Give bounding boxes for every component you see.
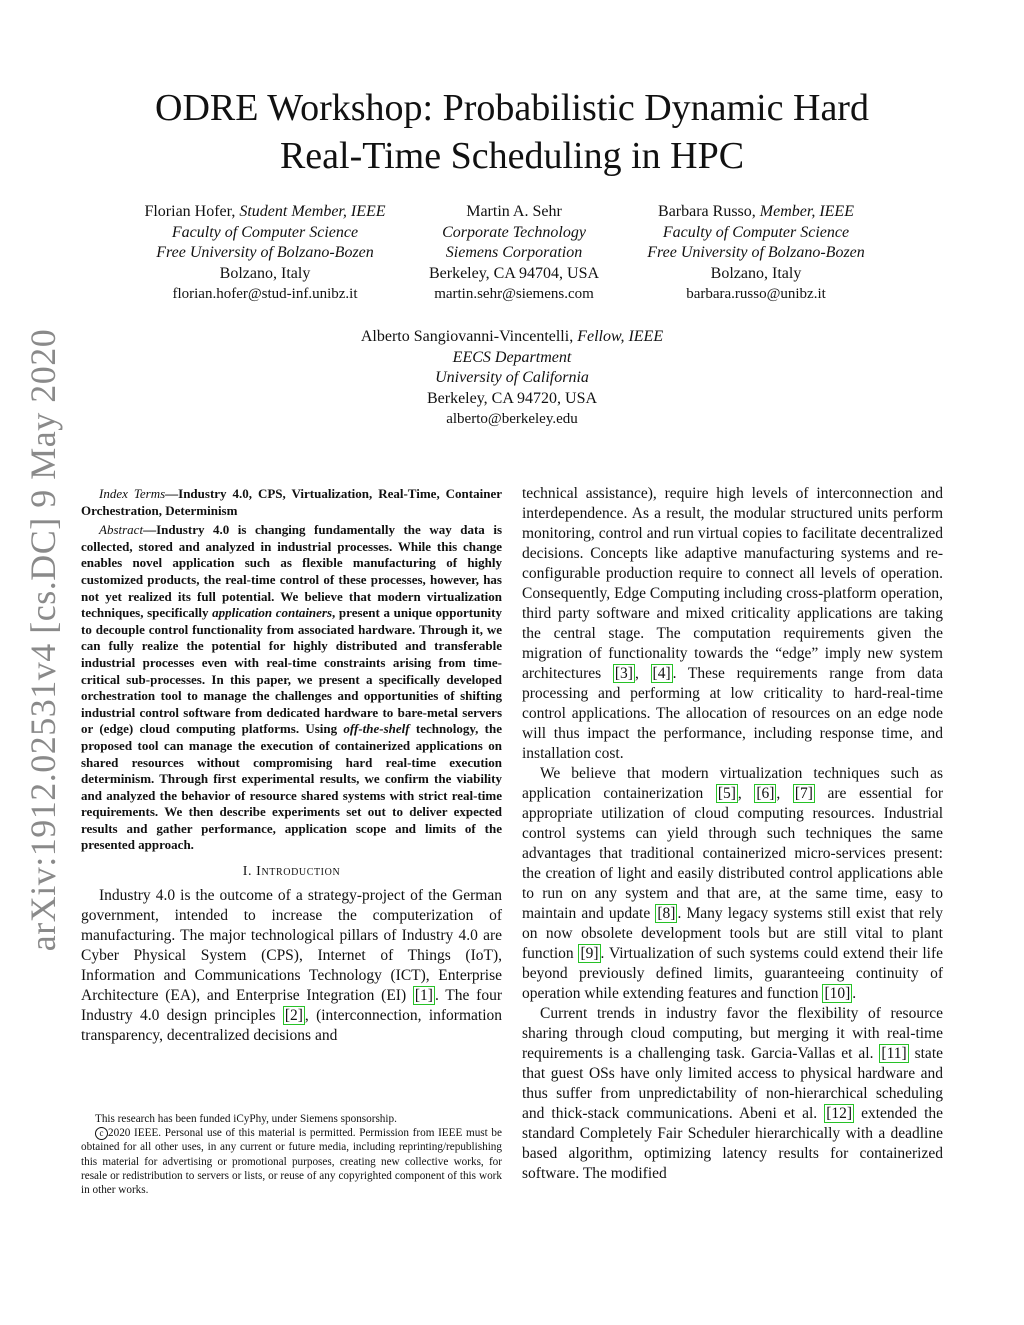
paragraph-text: , — [737, 785, 755, 802]
citation-link[interactable]: [10] — [824, 985, 851, 1002]
body-paragraph — [522, 1004, 943, 1184]
index-terms — [81, 486, 502, 519]
author-email[interactable]: martin.sehr@siemens.com — [434, 286, 594, 302]
paragraph-text: , — [776, 785, 793, 802]
copyright-note — [81, 1126, 502, 1197]
author-organization: University of California — [435, 369, 589, 386]
author-department: EECS Department — [452, 348, 572, 366]
paragraph-text: . The four Industry 4.0 design principles — [81, 987, 502, 1025]
copyright-text: 2020 IEEE. Personal use of this material is permitted. Permission from IEEE must be obtained for all other uses, in any current or future media, including reprinting/republishing this material for advertising or promotional purposes, creating new collective works, for resale or redistribution to servers or lists, or reuse of any copyrighted component of this work in other works. — [81, 1127, 502, 1197]
citation-link[interactable]: [7] — [794, 785, 813, 802]
author-name-line — [636, 202, 876, 223]
citation-link[interactable]: [5] — [717, 785, 736, 802]
abstract-emphasis: off-the-shelf — [343, 721, 410, 737]
author-name-line — [424, 202, 604, 223]
paragraph-text: state that guest OSs have only limited access to physical hardware and thus suffer from unpredictability of non-hierarchical scheduling and thick-stack communications. Abeni et al. — [522, 1045, 944, 1122]
copyright-symbol: c — [95, 1127, 108, 1140]
paragraph-text: Current trends in industry favor the flexibility of resource sharing through cloud computing, but merging it with real-time requirements is a challenging task. Garcia-Vallas et al. — [522, 1005, 943, 1062]
body-paragraph — [522, 764, 943, 1004]
author-name-line — [112, 202, 418, 223]
author-department: Faculty of Computer Science — [662, 223, 850, 241]
paragraph-text: . Many legacy systems still exist that rely on now obsolete development tools but are still vital to plant function — [522, 905, 943, 962]
citation-link[interactable]: [11] — [881, 1045, 907, 1062]
paper-title — [90, 84, 934, 180]
intro-paragraph — [81, 886, 502, 1046]
abstract — [81, 522, 502, 854]
author-block-sehr — [424, 202, 604, 305]
left-column — [81, 486, 502, 1046]
citation-link[interactable]: [6] — [756, 785, 775, 802]
author-organization: Free University of Bolzano-Bozen — [647, 244, 865, 261]
abstract-label: Abstract — [99, 522, 144, 538]
author-name: Barbara Russo, — [658, 203, 756, 220]
abstract-text: technology, the proposed tool can manage the execution of containerized applications on shared resources without compromising hard real-time execution determinism. Through first experimental results, we confirm the viability and analyzed the behavior of resource shared systems with strict real-time requirements. We then describe experiments set out to deliver expected results and gather performance, application scope and limits of the presented approach. — [81, 721, 502, 853]
author-location: Berkeley, CA 94720, USA — [426, 389, 598, 407]
abstract-emphasis: application containers — [212, 605, 333, 621]
author-email[interactable]: florian.hofer@stud-inf.unibz.it — [172, 286, 358, 302]
author-block-sangiovanni — [312, 327, 712, 430]
paragraph-text: . Virtualization of such systems could extend their life beyond previously defined limits, guaranteeing continuity of operation while extending features and function — [522, 945, 944, 1002]
paragraph-text: extended the standard Completely Fair Scheduler hierarchically with a deadline based algorithm, optimizing latency results for containerized software. The modified — [522, 1105, 944, 1182]
paragraph-text: We believe that modern virtualization techniques such as application containerization — [522, 765, 943, 802]
paragraph-text: technical assistance), require high levels of interconnection and interdependence. As a result, the modular structured units perform monitoring, control and run virtual copies to facilitate decentralized decisions. Concepts like adaptive manufacturing systems and re-configurable production require to connect all levels of operation. Consequently, Edge Computing including cross-platform operation, third party software and mixed criticality applications are taking the central stage. The computation requirements given the migration of functionality towards the “edge” imply new system architectures — [522, 485, 943, 682]
citation-link[interactable]: [2] — [284, 1007, 303, 1025]
citation-link[interactable]: [8] — [657, 905, 676, 922]
citation-link[interactable]: [12] — [826, 1105, 853, 1122]
abstract-text: , present a unique opportunity to decouple control functionality from associated hardware. Through it, we can fully realize the potential for highly distributed and transferable industrial processes even with real-time constraints arising from time-critical sub-processes. In this paper, we present a specifically developed orchestration tool to manage the challenges and opportunities of shifting industrial control software from dedicated hardware to bare-metal servers or (edge) cloud computing platforms. Using — [81, 605, 502, 737]
author-name: Martin A. Sehr — [466, 203, 562, 220]
paragraph-text: . — [852, 985, 857, 1002]
paragraph-text: . These requirements range from data processing and performing at low criticality to hard-real-time control applications. The allocation of resources on an edge node will thus impact the performance, including response time, and installation cost. — [522, 665, 943, 762]
index-terms-text: —Industry 4.0, CPS, Virtualization, Real-Time, Container Orchestration, Determinism — [81, 486, 502, 518]
paragraph-text: , (interconnection, information transparency, decentralized decisions and — [81, 1007, 502, 1045]
author-name-line — [312, 327, 712, 348]
abstract-text: —Industry 4.0 is changing fundamentally the way data is collected, stored and analyzed in industrial processes. While this change enables novel application such as flexible manufacturing of highly customized products, the real-time control of these processes, however, has not yet realized its full potential. We believe that modern virtualization techniques, specifically — [81, 522, 502, 621]
author-name: Alberto Sangiovanni-Vincentelli, — [360, 328, 574, 345]
arxiv-identifier[interactable]: arXiv:1912.02531v4 [cs.DC] 9 May 2020 — [23, 328, 63, 952]
author-role: Member, IEEE — [759, 203, 854, 220]
funding-note: This research has been funded iCyPhy, under Siemens sponsorship. — [95, 1113, 397, 1125]
author-location: Bolzano, Italy — [219, 264, 311, 282]
citation-link[interactable]: [9] — [580, 945, 599, 962]
index-terms-label: Index Terms — [99, 486, 166, 501]
footnote — [81, 1112, 502, 1197]
citation-link[interactable]: [4] — [652, 665, 671, 682]
paragraph-text: are essential for appropriate utilization of cloud computing resources. Industrial control systems can yield through such techniques the same advantages that traditional containerized micro-services present: the creation of light and easily distributed control applications able to run on any system and that are, at the same time, easy to maintain and update — [522, 785, 943, 922]
author-name: Florian Hofer, — [144, 203, 236, 220]
right-column — [522, 484, 943, 1184]
title-line-1: ODRE Workshop: Probabilistic Dynamic Hard — [155, 87, 869, 129]
author-department: Faculty of Computer Science — [171, 223, 359, 241]
body-paragraph — [522, 484, 943, 764]
author-role: Student Member, IEEE — [239, 203, 386, 220]
citation-link[interactable]: [1] — [414, 987, 433, 1005]
author-email[interactable]: alberto@berkeley.edu — [446, 411, 578, 427]
paragraph-text: , — [634, 665, 651, 682]
paragraph-text: Industry 4.0 is the outcome of a strategy-project of the German government, intended to increase the computerization of manufacturing. The major technological pillars of Industry 4.0 are Cyber Physical System (CPS), Internet of Things (IoT), Information and Communications Technology (ICT), Enterprise Architecture (EA), and Enterprise Integration (EI) — [81, 887, 502, 1005]
author-email[interactable]: barbara.russo@unibz.it — [686, 286, 826, 302]
author-role: Fellow, IEEE — [577, 328, 664, 345]
author-block-hofer — [112, 202, 418, 305]
author-department: Corporate Technology — [442, 223, 586, 241]
title-line-2: Real-Time Scheduling in HPC — [279, 135, 745, 177]
author-organization: Free University of Bolzano-Bozen — [156, 244, 374, 261]
author-block-russo — [636, 202, 876, 305]
author-location: Berkeley, CA 94704, USA — [428, 264, 600, 282]
author-organization: Siemens Corporation — [445, 244, 583, 261]
section-heading-introduction: I. Introduction — [242, 864, 341, 880]
author-location: Bolzano, Italy — [710, 264, 802, 282]
citation-link[interactable]: [3] — [614, 665, 633, 682]
